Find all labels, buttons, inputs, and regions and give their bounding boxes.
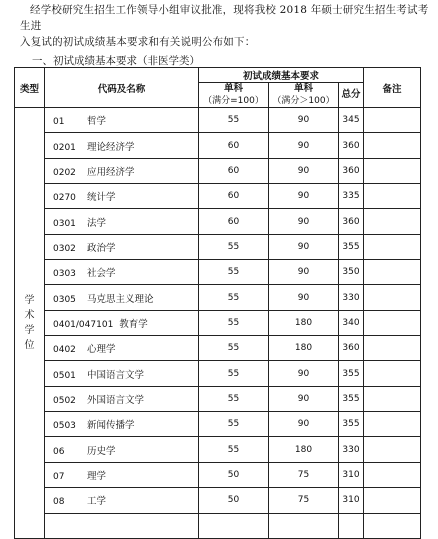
table-row	[15, 260, 421, 285]
header-basic-req: 初试成绩基本要求	[199, 68, 364, 83]
header-code-name: 代码及名称	[45, 68, 199, 108]
remark-cell	[364, 437, 421, 462]
table-row	[15, 386, 421, 411]
remark-cell	[364, 488, 421, 513]
header-single-over-100-note: （满分＞100）	[272, 96, 335, 106]
remark-cell	[364, 513, 421, 538]
category-char: 术	[24, 309, 35, 321]
remark-cell	[364, 133, 421, 158]
code-name-cell	[45, 310, 199, 335]
discipline-code: 0401/047101	[53, 319, 114, 330]
table-row	[15, 310, 421, 335]
score-requirements-table	[14, 67, 421, 539]
single-score-over-100-cell: 90	[269, 158, 339, 183]
discipline-code: 0303	[53, 269, 76, 280]
single-score-100-cell: 55	[199, 386, 269, 411]
single-score-over-100-cell: 90	[269, 184, 339, 209]
table-row	[15, 108, 421, 133]
header-total: 总分	[339, 83, 364, 108]
single-score-100-cell: 60	[199, 158, 269, 183]
total-score-cell: 355	[339, 412, 364, 437]
remark-cell	[364, 310, 421, 335]
discipline-name: 统计学	[87, 192, 116, 204]
total-score-cell: 335	[339, 184, 364, 209]
total-score-cell: 330	[339, 437, 364, 462]
remark-cell	[364, 361, 421, 386]
table-row	[15, 412, 421, 437]
discipline-code: 08	[53, 497, 65, 508]
category-char: 位	[24, 339, 35, 351]
code-name-cell	[45, 133, 199, 158]
table-row	[15, 158, 421, 183]
single-score-100-cell: 60	[199, 184, 269, 209]
code-name-cell	[45, 260, 199, 285]
total-score-cell: 360	[339, 336, 364, 361]
total-score-cell: 355	[339, 361, 364, 386]
discipline-name: 工学	[87, 496, 107, 508]
discipline-code: 0302	[53, 243, 76, 254]
category-cell	[15, 108, 45, 539]
table-row	[15, 133, 421, 158]
remark-cell	[364, 260, 421, 285]
total-score-cell: 330	[339, 285, 364, 310]
code-name-cell	[45, 234, 199, 259]
single-score-100-cell: 55	[199, 412, 269, 437]
code-name-cell	[45, 412, 199, 437]
single-score-100-cell: 55	[199, 260, 269, 285]
single-score-100-cell: 50	[199, 462, 269, 487]
category-char: 学	[24, 294, 35, 306]
single-score-100-cell: 60	[199, 209, 269, 234]
remark-cell	[364, 234, 421, 259]
intro-paragraph	[20, 2, 430, 50]
single-score-over-100-cell: 90	[269, 361, 339, 386]
header-remark: 备注	[364, 68, 421, 108]
discipline-name: 政治学	[87, 242, 116, 254]
single-score-over-100-cell: 90	[269, 260, 339, 285]
single-score-100-cell: 55	[199, 285, 269, 310]
single-score-100-cell: 55	[199, 234, 269, 259]
header-single-100-label: 单科	[223, 83, 243, 94]
discipline-code: 0502	[53, 395, 76, 406]
table-row	[15, 488, 421, 513]
total-score-cell: 310	[339, 462, 364, 487]
single-score-over-100-cell: 75	[269, 462, 339, 487]
discipline-code: 0503	[53, 421, 76, 432]
discipline-code: 0201	[53, 142, 76, 153]
total-score-cell: 360	[339, 133, 364, 158]
total-score-cell: 350	[339, 260, 364, 285]
single-score-100-cell: 50	[199, 488, 269, 513]
table-row	[15, 437, 421, 462]
total-score-cell: 360	[339, 158, 364, 183]
header-single-over-100-label: 单科	[293, 83, 313, 94]
remark-cell	[364, 336, 421, 361]
intro-line-1: 经学校研究生招生工作领导小组审议批准，现将我校 2018 年硕士研究生招生考试考生进	[20, 4, 429, 32]
code-name-cell	[45, 108, 199, 133]
discipline-name: 哲学	[87, 116, 107, 128]
discipline-name: 外国语言文学	[87, 394, 145, 406]
discipline-name: 马克思主义理论	[87, 293, 154, 305]
single-score-over-100-cell: 90	[269, 234, 339, 259]
single-score-over-100-cell: 90	[269, 209, 339, 234]
discipline-code: 0301	[53, 218, 76, 229]
discipline-name: 法学	[87, 217, 107, 229]
single-score-over-100-cell: 75	[269, 488, 339, 513]
code-name-cell	[45, 336, 199, 361]
single-score-100-cell: 60	[199, 133, 269, 158]
discipline-name: 历史学	[87, 445, 116, 457]
code-name-cell	[45, 437, 199, 462]
table-row	[15, 361, 421, 386]
code-name-cell	[45, 386, 199, 411]
discipline-name: 应用经济学	[87, 166, 135, 178]
code-name-cell	[45, 184, 199, 209]
discipline-code: 0501	[53, 370, 76, 381]
single-score-100-cell: 55	[199, 310, 269, 335]
total-score-cell: 355	[339, 234, 364, 259]
remark-cell	[364, 285, 421, 310]
single-score-over-100-cell: 90	[269, 285, 339, 310]
single-score-100-cell: 55	[199, 108, 269, 133]
single-score-over-100-cell	[269, 513, 339, 538]
table-row	[15, 462, 421, 487]
header-type: 类型	[15, 68, 45, 108]
remark-cell	[364, 386, 421, 411]
total-score-cell: 345	[339, 108, 364, 133]
table-row	[15, 234, 421, 259]
discipline-code: 0305	[53, 294, 76, 305]
single-score-100-cell	[199, 513, 269, 538]
table-row	[15, 184, 421, 209]
discipline-name: 理论经济学	[87, 141, 135, 153]
single-score-over-100-cell: 90	[269, 412, 339, 437]
single-score-100-cell: 55	[199, 437, 269, 462]
code-name-cell	[45, 361, 199, 386]
intro-line-2: 入复试的初试成绩基本要求和有关说明公布如下：	[20, 36, 256, 48]
single-score-over-100-cell: 90	[269, 133, 339, 158]
discipline-code: 01	[53, 117, 65, 128]
code-name-cell	[45, 488, 199, 513]
discipline-name: 中国语言文学	[87, 369, 145, 381]
discipline-name: 新闻传播学	[87, 420, 135, 432]
discipline-name: 心理学	[87, 344, 116, 356]
single-score-over-100-cell: 180	[269, 310, 339, 335]
discipline-code: 0270	[53, 193, 76, 204]
single-score-over-100-cell: 90	[269, 108, 339, 133]
section-title: 一、初试成绩基本要求（非医学类）	[32, 55, 200, 67]
discipline-code: 0202	[53, 167, 76, 178]
table-header-row-1	[15, 68, 421, 83]
remark-cell	[364, 184, 421, 209]
remark-cell	[364, 209, 421, 234]
code-name-cell	[45, 158, 199, 183]
single-score-over-100-cell: 90	[269, 386, 339, 411]
discipline-name: 理学	[87, 470, 107, 482]
table-row	[15, 209, 421, 234]
single-score-over-100-cell: 180	[269, 336, 339, 361]
total-score-cell: 340	[339, 310, 364, 335]
remark-cell	[364, 108, 421, 133]
total-score-cell: 310	[339, 488, 364, 513]
discipline-name: 社会学	[87, 268, 116, 280]
remark-cell	[364, 412, 421, 437]
total-score-cell: 360	[339, 209, 364, 234]
discipline-code: 0402	[53, 345, 76, 356]
remark-cell	[364, 158, 421, 183]
code-name-cell	[45, 285, 199, 310]
table-row	[15, 513, 421, 538]
header-single-100-note: （满分=100）	[203, 96, 264, 106]
discipline-name: 教育学	[119, 318, 148, 330]
category-char: 学	[24, 324, 35, 336]
header-single-100	[199, 83, 269, 108]
table-row	[15, 336, 421, 361]
table-row	[15, 285, 421, 310]
single-score-over-100-cell: 180	[269, 437, 339, 462]
code-name-cell	[45, 513, 199, 538]
code-name-cell	[45, 462, 199, 487]
discipline-code: 07	[53, 471, 65, 482]
single-score-100-cell: 55	[199, 361, 269, 386]
code-name-cell	[45, 209, 199, 234]
header-single-over-100	[269, 83, 339, 108]
remark-cell	[364, 462, 421, 487]
total-score-cell: 355	[339, 386, 364, 411]
total-score-cell	[339, 513, 364, 538]
discipline-code: 06	[53, 446, 65, 457]
single-score-100-cell: 55	[199, 336, 269, 361]
